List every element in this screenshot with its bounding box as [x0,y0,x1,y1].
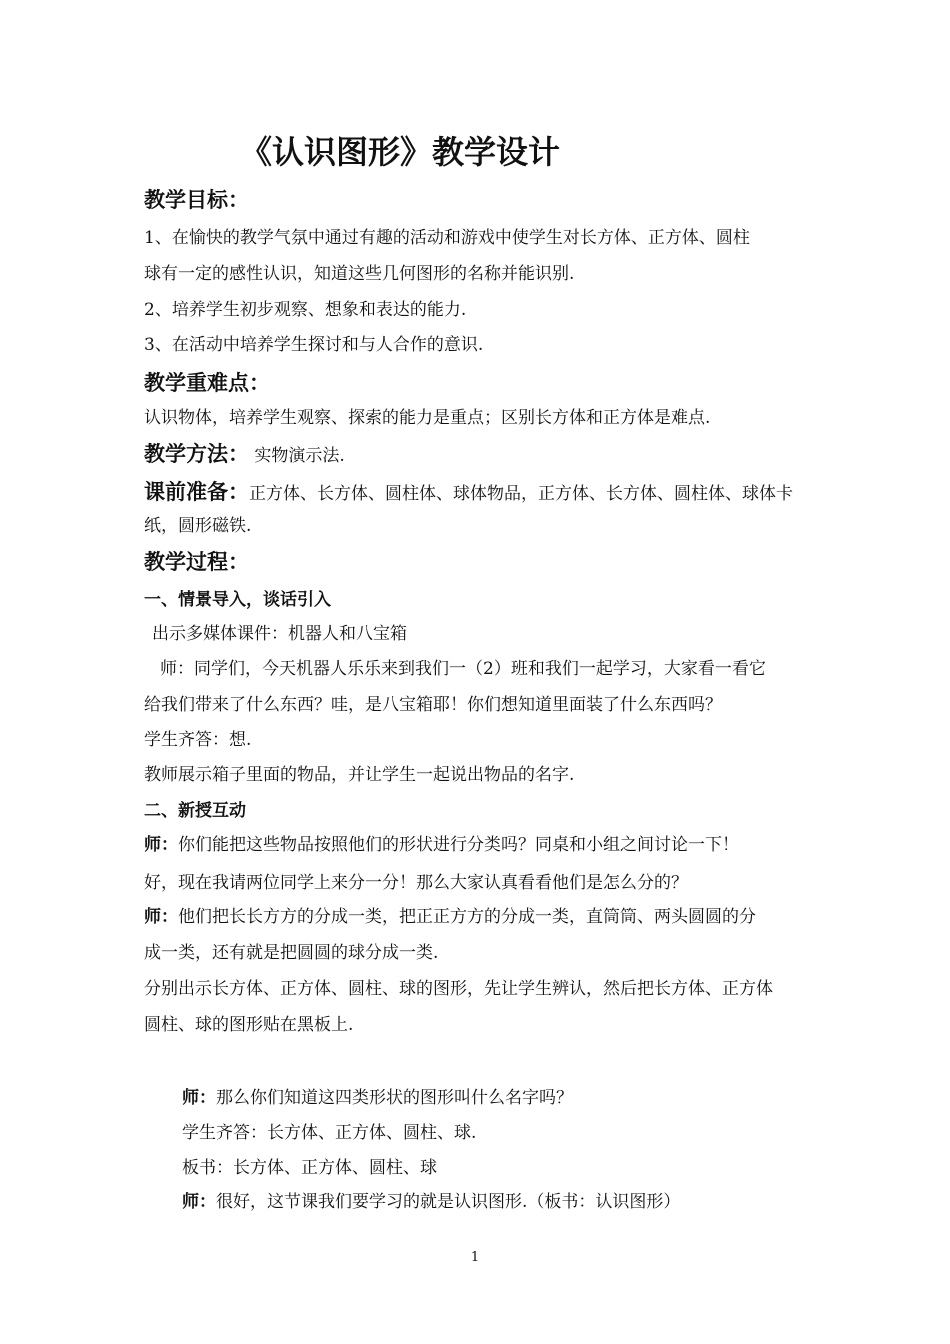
objective-1-line-1: 1、在愉快的教学气氛中通过有趣的活动和游戏中使学生对长方体、正方体、圆柱 [144,228,750,248]
objectives-heading: 教学目标： [144,188,249,212]
section-2-paragraph-1-text: 你们能把这些物品按照他们的形状进行分类吗？同桌和小组之间讨论一下！ [178,835,739,855]
teacher-label: 师： [182,1192,216,1212]
section-2-paragraph-2-line-2: 成一类，还有就是把圆圆的球分成一类. [144,943,439,963]
method-label: 教学方法： [144,442,249,466]
teacher-label: 师： [144,907,178,927]
key-points-heading: 教学重难点： [144,371,270,395]
teacher-label: 师： [144,835,178,855]
section-2-paragraph-1-line-2: 好，现在我请两位同学上来分一分！那么大家认真看看他们是怎么分的？ [144,873,688,893]
preparation-text-1: 正方体、长方体、圆柱体、球体物品，正方体、长方体、圆柱体、球体卡 [249,484,793,504]
section-2-paragraph-7-text: 很好，这节课我们要学习的就是认识图形.（板书：认识图形） [216,1192,681,1212]
teacher-label: 师： [182,1088,216,1108]
section-2-paragraph-1-line-1 [144,834,824,856]
section-2-paragraph-3-line-2: 圆柱、球的图形贴在黑板上. [144,1015,354,1035]
section-2-paragraph-3-line-1: 分别出示长方体、正方体、圆柱、球的图形，先让学生辨认，然后把长方体、正方体 [144,979,773,999]
preparation-line-2: 纸，圆形磁铁. [144,516,252,536]
objective-2: 2、培养学生初步观察、想象和表达的能力. [144,300,467,320]
section-1-paragraph-1: 出示多媒体课件：机器人和八宝箱 [152,624,407,644]
section-1-paragraph-2-line-1: 师：同学们，今天机器人乐乐来到我们一（2）班和我们一起学习，大家看一看它 [160,659,766,679]
section-1-paragraph-4: 教师展示箱子里面的物品，并让学生一起说出物品的名字. [144,765,575,785]
section-2-paragraph-6: 板书：长方体、正方体、圆柱、球 [182,1158,437,1178]
section-2-heading: 二、新授互动 [144,801,246,821]
method-line [144,440,824,470]
section-1-paragraph-2-line-2: 给我们带来了什么东西？哇，是八宝箱耶！你们想知道里面装了什么东西吗？ [144,695,722,715]
section-2-paragraph-7 [182,1191,862,1213]
section-2-paragraph-4 [182,1087,862,1109]
process-heading: 教学过程： [144,550,249,574]
section-2-paragraph-4-text: 那么你们知道这四类形状的图形叫什么名字吗？ [216,1088,573,1108]
method-text: 实物演示法. [249,446,345,466]
preparation-line-1 [144,478,824,508]
page-number: 1 [470,1250,480,1265]
preparation-label: 课前准备： [144,480,249,504]
section-2-paragraph-2-text: 他们把长长方方的分成一类，把正正方方的分成一类，直筒筒、两头圆圆的分 [178,907,756,927]
objective-3: 3、在活动中培养学生探讨和与人合作的意识. [144,335,484,355]
key-points-text: 认识物体，培养学生观察、探索的能力是重点；区别长方体和正方体是难点. [144,408,711,428]
section-1-heading: 一、情景导入，谈话引入 [144,590,331,610]
section-2-paragraph-2-line-1 [144,906,824,928]
document-title: 《认识图形》教学设计 [240,133,561,171]
section-2-paragraph-5: 学生齐答：长方体、正方体、圆柱、球. [182,1123,477,1143]
objective-1-line-2: 球有一定的感性认识，知道这些几何图形的名称并能识别. [144,264,575,284]
section-1-paragraph-3: 学生齐答：想. [144,730,252,750]
